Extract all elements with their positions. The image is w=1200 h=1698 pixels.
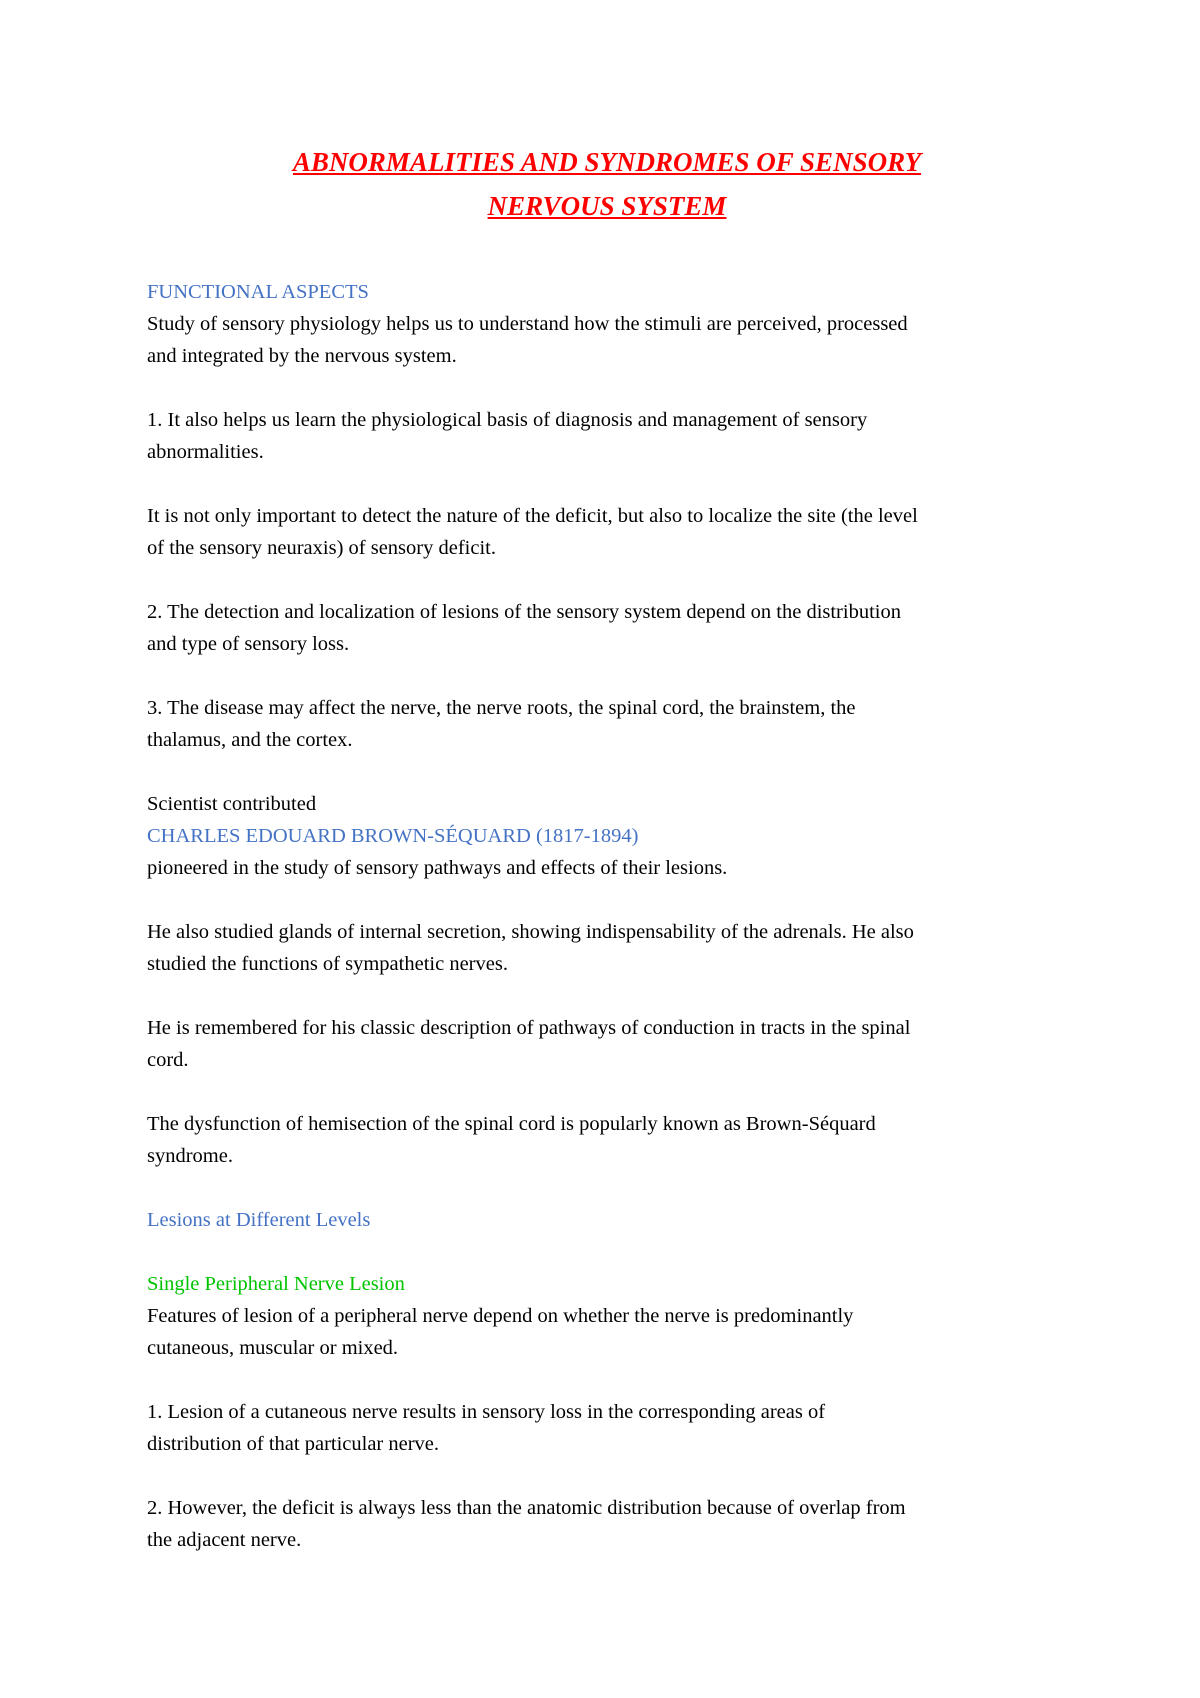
paragraph	[147, 1396, 1067, 1460]
paragraph-line: He is remembered for his classic description of pathways of conduction in tracts in the spinal	[147, 1017, 911, 1039]
paragraph-line: Features of lesion of a peripheral nerve depend on whether the nerve is predominantly	[147, 1305, 854, 1327]
paragraph-line: 1. It also helps us learn the physiological basis of diagnosis and management of sensory	[147, 409, 868, 431]
document-title	[147, 140, 1067, 228]
title-line: NERVOUS SYSTEM	[487, 191, 727, 221]
paragraph-line: 2. However, the deficit is always less than the anatomic distribution because of overlap from	[147, 1497, 906, 1519]
paragraph-line: 2. The detection and localization of lesions of the sensory system depend on the distribution	[147, 601, 901, 623]
scientist-label: Scientist contributed	[147, 793, 317, 815]
paragraph-line: The dysfunction of hemisection of the spinal cord is popularly known as Brown-Séquard	[147, 1113, 876, 1135]
paragraph-line: cord.	[147, 1049, 189, 1071]
paragraph	[147, 916, 1067, 980]
title-line: ABNORMALITIES AND SYNDROMES OF SENSORY	[292, 147, 922, 177]
paragraph-line: cutaneous, muscular or mixed.	[147, 1337, 399, 1359]
paragraph-line: of the sensory neuraxis) of sensory deficit.	[147, 537, 496, 559]
paragraph-line: syndrome.	[147, 1145, 233, 1167]
section-heading-functional-aspects: FUNCTIONAL ASPECTS	[147, 281, 369, 303]
paragraph-line: 3. The disease may affect the nerve, the nerve roots, the spinal cord, the brainstem, the	[147, 697, 856, 719]
scientist-name: CHARLES EDOUARD BROWN-SÉQUARD (1817-1894)	[147, 825, 639, 847]
paragraph-line: studied the functions of sympathetic nerves.	[147, 953, 508, 975]
paragraph-line: distribution of that particular nerve.	[147, 1433, 440, 1455]
lesions-heading-block	[147, 1204, 1067, 1236]
paragraph	[147, 1492, 1067, 1556]
paragraph-line: abnormalities.	[147, 441, 264, 463]
paragraph-line: thalamus, and the cortex.	[147, 729, 353, 751]
paragraph-line: 1. Lesion of a cutaneous nerve results in sensory loss in the corresponding areas of	[147, 1401, 826, 1423]
paragraph-line: and type of sensory loss.	[147, 633, 350, 655]
scientist-section	[147, 788, 1067, 884]
document-page	[147, 140, 1067, 1556]
paragraph	[147, 692, 1067, 756]
paragraph-line: It is not only important to detect the nature of the deficit, but also to localize the site (the level	[147, 505, 918, 527]
paragraph	[147, 500, 1067, 564]
functional-aspects-section	[147, 276, 1067, 372]
paragraph-line: He also studied glands of internal secretion, showing indispensability of the adrenals. He also	[147, 921, 914, 943]
subheading-peripheral-nerve: Single Peripheral Nerve Lesion	[147, 1273, 405, 1295]
peripheral-nerve-section	[147, 1268, 1067, 1364]
paragraph-line: the adjacent nerve.	[147, 1529, 302, 1551]
paragraph	[147, 404, 1067, 468]
paragraph	[147, 1012, 1067, 1076]
paragraph	[147, 1108, 1067, 1172]
section-heading-lesions: Lesions at Different Levels	[147, 1209, 371, 1231]
paragraph-line: pioneered in the study of sensory pathways and effects of their lesions.	[147, 857, 728, 879]
paragraph	[147, 596, 1067, 660]
paragraph-line: Study of sensory physiology helps us to understand how the stimuli are perceived, processed	[147, 313, 908, 335]
paragraph-line: and integrated by the nervous system.	[147, 345, 457, 367]
